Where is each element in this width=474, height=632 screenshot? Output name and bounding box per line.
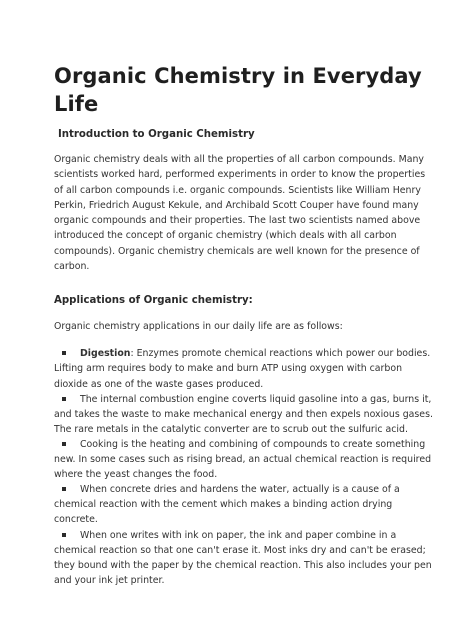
bullet-icon <box>62 442 66 446</box>
list-item-lead: Digestion <box>80 348 131 360</box>
bullet-icon <box>62 533 66 537</box>
list-item-text: Cooking is the heating and combining of compounds to create something new. In some cases such as rising bread, an actual chemical reaction is required where the yeast changes the food. <box>54 438 432 481</box>
list-item-text: : Enzymes promote chemical reactions which power our bodies. Lifting arm requires body to make and burn ATP using oxygen with carbon dioxide as one of the waste gases produced. <box>54 348 431 390</box>
list-item-text: When one writes with ink on paper, the ink and paper combine in a chemical reaction so that one can't erase it. Most inks dry and can't be erased; they bound with the paper by the chemical reaction. This also includes your pen and your ink jet printer. <box>54 529 432 586</box>
list-item <box>54 482 434 527</box>
document-page <box>54 62 434 588</box>
list-item <box>54 392 434 437</box>
document-title: Organic Chemistry in Everyday Life <box>54 64 422 116</box>
list-item <box>54 346 434 391</box>
list-item-text: When concrete dries and hardens the water, actually is a cause of a chemical reaction with the cement which makes a binding action drying concrete. <box>54 484 400 526</box>
bullet-icon <box>62 351 66 355</box>
list-item <box>54 437 434 482</box>
intro-paragraph: Organic chemistry deals with all the properties of all carbon compounds. Many scientists worked hard, performed experiments in order to know the properties of all carbon compounds i.e. organic compounds. Scientists like William Henry Perkin, Friedrich August Kekule, and Archibald Scott Couper have found many organic compounds and their properties. The last two scientists named above introduced the concept of organic chemistry (which deals with all carbon compounds). Organic chemistry chemicals are well known for the presence of carbon. <box>54 154 426 273</box>
list-item <box>54 528 434 588</box>
section-subtitle: Introduction to Organic Chemistry <box>58 129 255 140</box>
bullet-icon <box>62 487 66 491</box>
applications-heading: Applications of Organic chemistry: <box>54 295 253 307</box>
applications-list <box>54 346 434 588</box>
applications-intro: Organic chemistry applications in our daily life are as follows: <box>54 321 343 333</box>
bullet-icon <box>62 397 66 401</box>
list-item-text: The internal combustion engine coverts liquid gasoline into a gas, burns it, and takes the waste to make mechanical energy and then expels noxious gases. The rare metals in the catalytic converter are to scrub out the sulfuric acid. <box>54 393 433 435</box>
